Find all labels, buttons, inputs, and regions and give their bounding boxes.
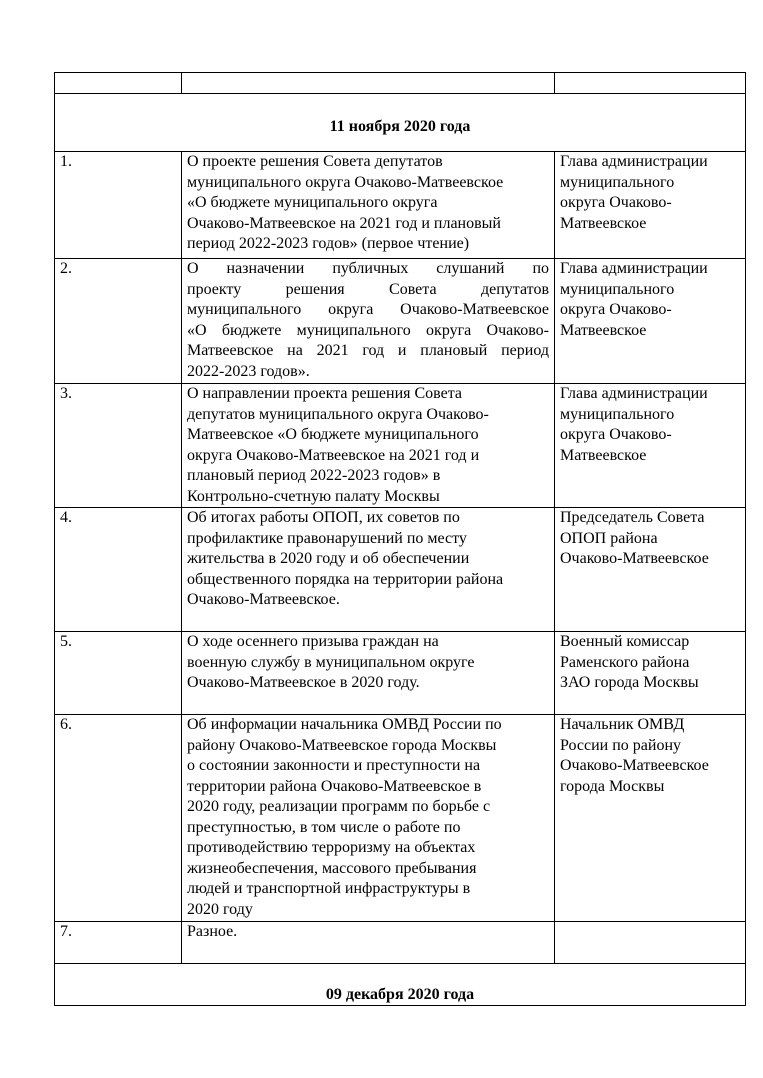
resp-line: муниципального bbox=[560, 280, 675, 298]
desc-line: О назначении публичных слушаний по bbox=[187, 260, 549, 277]
agenda-item-row bbox=[55, 152, 746, 259]
empty-header-row bbox=[55, 73, 746, 94]
desc-line: муниципального округа Очаково-Матвеевское bbox=[187, 173, 504, 191]
desc-line: району Очаково-Матвеевское города Москвы bbox=[187, 736, 497, 754]
item-number: 7. bbox=[55, 922, 182, 964]
item-description bbox=[182, 508, 555, 632]
desc-line: общественного порядка на территории района bbox=[187, 570, 504, 588]
item-responsible bbox=[555, 384, 746, 508]
desc-line: Матвеевское «О бюджете муниципального bbox=[187, 426, 479, 443]
desc-line: противодействию терроризму на объектах bbox=[187, 839, 476, 856]
resp-line: Матвеевское bbox=[560, 214, 647, 232]
resp-line: России по району bbox=[560, 736, 682, 754]
desc-line: Контрольно-счетную палату Москвы bbox=[187, 487, 440, 505]
desc-line: депутатов муниципального округа Очаково- bbox=[187, 405, 489, 423]
desc-line: Очаково-Матвеевское. bbox=[187, 591, 340, 608]
desc-line: Об итогах работы ОПОП, их советов по bbox=[187, 509, 460, 526]
desc-line: жизнеобеспечения, массового пребывания bbox=[187, 859, 477, 877]
resp-line: округа Очаково- bbox=[560, 426, 672, 443]
resp-line: Матвеевское bbox=[560, 321, 647, 339]
resp-line: Раменского района bbox=[560, 653, 690, 671]
resp-line: Начальник ОМВД bbox=[560, 716, 685, 733]
agenda-item-row bbox=[55, 922, 746, 964]
item-description bbox=[182, 632, 555, 715]
desc-line: Об информации начальника ОМВД России по bbox=[187, 716, 502, 733]
agenda-table bbox=[54, 72, 746, 1006]
resp-line: Глава администрации bbox=[560, 260, 708, 277]
desc-line: период 2022-2023 годов» (первое чтение) bbox=[187, 235, 470, 252]
desc-line: 2022-2023 годов». bbox=[187, 362, 310, 380]
section-date: 11 ноября 2020 года bbox=[55, 94, 746, 152]
agenda-item-row bbox=[55, 632, 746, 715]
section-date: 09 декабря 2020 года bbox=[55, 964, 746, 1006]
empty-cell bbox=[55, 73, 182, 94]
item-responsible bbox=[555, 152, 746, 259]
agenda-item-row bbox=[55, 384, 746, 508]
desc-line: территории района Очаково-Матвеевское в bbox=[187, 777, 482, 795]
item-number: 4. bbox=[55, 508, 182, 632]
desc-line: О направлении проекта решения Совета bbox=[187, 385, 463, 402]
item-description bbox=[182, 259, 555, 384]
item-responsible bbox=[555, 632, 746, 715]
resp-line: муниципального bbox=[560, 405, 675, 423]
item-responsible bbox=[555, 922, 746, 964]
desc-line: «О бюджете муниципального округа bbox=[187, 194, 438, 211]
desc-line: военную службу в муниципальном округе bbox=[187, 653, 475, 671]
item-number: 6. bbox=[55, 715, 182, 922]
item-number: 2. bbox=[55, 259, 182, 384]
item-number: 5. bbox=[55, 632, 182, 715]
resp-line: ЗАО города Москвы bbox=[560, 674, 699, 691]
desc-line: преступностью, в том числе о работе по bbox=[187, 818, 461, 836]
desc-line: о состоянии законности и преступности на bbox=[187, 757, 481, 774]
resp-line: города Москвы bbox=[560, 777, 665, 795]
resp-line: ОПОП района bbox=[560, 529, 658, 547]
item-number: 3. bbox=[55, 384, 182, 508]
desc-line: О ходе осеннего призыва граждан на bbox=[187, 633, 439, 650]
item-description bbox=[182, 715, 555, 922]
resp-line: Очаково-Матвеевское bbox=[560, 757, 709, 774]
resp-line: Матвеевское bbox=[560, 446, 647, 464]
desc-line: Очаково-Матвеевское на 2021 год и плановый bbox=[187, 214, 501, 232]
desc-line: плановый период 2022-2023 годов» в bbox=[187, 467, 441, 484]
desc-line: 2020 году, реализации программ по борьбе с bbox=[187, 798, 491, 815]
item-responsible bbox=[555, 508, 746, 632]
desc-line: О проекте решения Совета депутатов bbox=[187, 153, 443, 170]
item-responsible bbox=[555, 715, 746, 922]
empty-cell bbox=[555, 73, 746, 94]
agenda-item-row bbox=[55, 508, 746, 632]
item-description bbox=[182, 152, 555, 259]
desc-line: «О бюджете муниципального округа Очаково- bbox=[187, 321, 549, 339]
agenda-item-row bbox=[55, 259, 746, 384]
desc-line: проекту решения Совета депутатов bbox=[187, 280, 549, 298]
item-responsible bbox=[555, 259, 746, 384]
desc-line: людей и транспортной инфраструктуры в bbox=[187, 880, 471, 897]
desc-line: профилактике правонарушений по месту bbox=[187, 529, 467, 547]
resp-line: Глава администрации bbox=[560, 385, 708, 402]
desc-line: округа Очаково-Матвеевское на 2021 год и bbox=[187, 446, 480, 464]
item-number: 1. bbox=[55, 152, 182, 259]
item-description bbox=[182, 384, 555, 508]
section-date-row bbox=[55, 964, 746, 1006]
resp-line: Военный комиссар bbox=[560, 633, 690, 650]
agenda-item-row bbox=[55, 715, 746, 922]
resp-line: округа Очаково- bbox=[560, 194, 672, 211]
desc-line: жительства в 2020 году и об обеспечении bbox=[187, 550, 470, 567]
empty-cell bbox=[182, 73, 555, 94]
resp-line: Глава администрации bbox=[560, 153, 708, 170]
resp-line: Председатель Совета bbox=[560, 509, 705, 526]
desc-line: Матвеевское на 2021 год и плановый период bbox=[187, 342, 549, 359]
desc-line: 2020 году bbox=[187, 900, 253, 918]
item-description bbox=[182, 922, 555, 964]
resp-line: округа Очаково- bbox=[560, 301, 672, 318]
desc-line: Разное. bbox=[187, 923, 238, 940]
resp-line: муниципального bbox=[560, 173, 675, 191]
desc-line: Очаково-Матвеевское в 2020 году. bbox=[187, 674, 420, 691]
section-date-row bbox=[55, 94, 746, 152]
desc-line: муниципального округа Очаково-Матвеевское bbox=[187, 301, 549, 318]
resp-line: Очаково-Матвеевское bbox=[560, 550, 709, 567]
